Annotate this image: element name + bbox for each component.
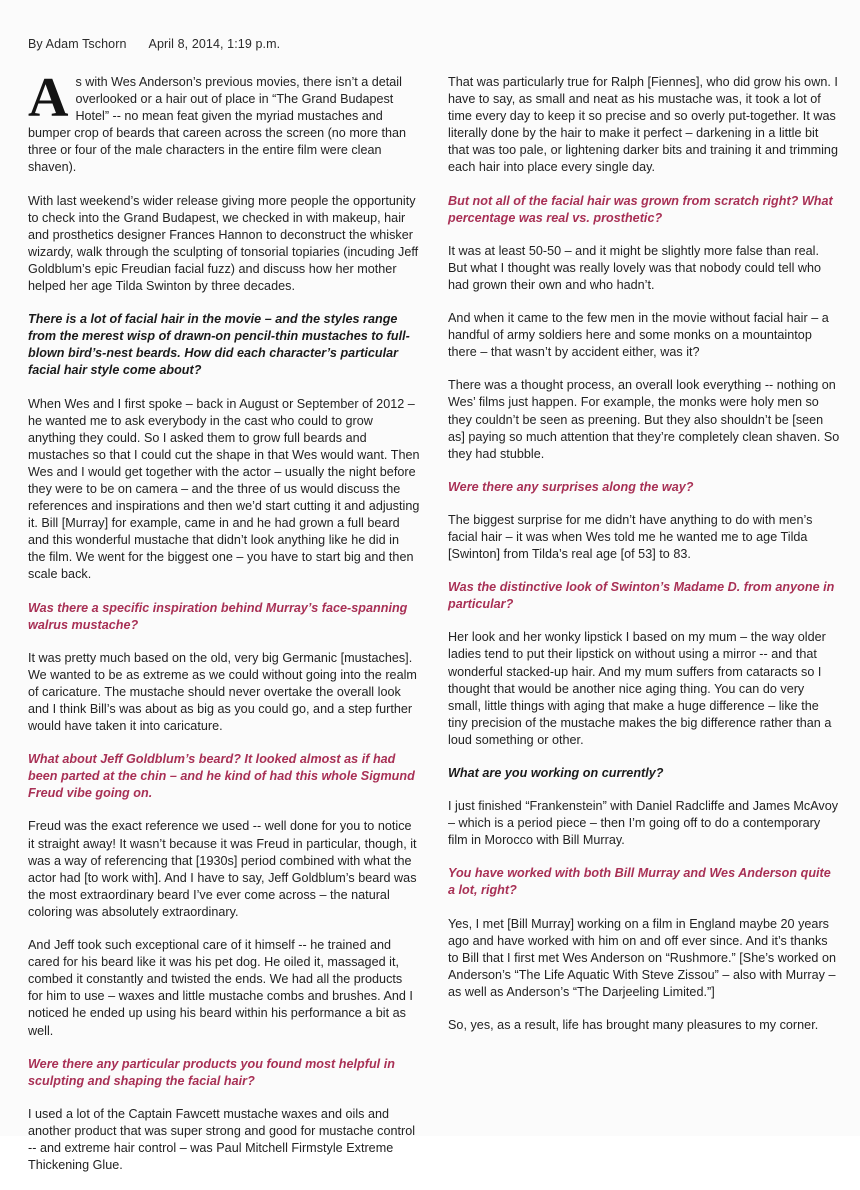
body-paragraph: There was a thought process, an overall look everything -- nothing on Wes’ films just happen. For example, the monks were holy men so they couldn’t be seen as preening. But they also shouldn’t be [seen as] paying so much attention that they’re completely clean shaven. So they had stubble. <box>448 378 840 461</box>
body-paragraph: It was at least 50-50 – and it might be slightly more false than real. But what I thought was really lovely was that nobody could tell who had grown their own and who hadn’t. <box>448 243 822 292</box>
body-paragraph: I just finished “Frankenstein” with Daniel Radcliffe and James McAvoy – which is a period piece – then I’m going off to do a contemporary film in Morocco with Bill Murray. <box>448 799 839 848</box>
byline-timestamp: April 8, 2014, 1:19 p.m. <box>148 37 281 51</box>
byline <box>28 36 832 52</box>
drop-cap: A <box>28 67 69 129</box>
body-paragraph: With last weekend’s wider release giving more people the opportunity to check into the Grand Budapest, we checked in with makeup, hair and prosthetics designer Frances Hannon to deconstruct the whisker wizardy, walk through the sculpting of tonsorial topiaries (incuding Jeff Goldblum’s epic Freudian facial fuzz) and discuss how her mother helped her age Tilda Swinton by three decades. <box>28 193 419 294</box>
byline-author: By Adam Tschorn <box>28 37 127 51</box>
right-column <box>448 74 840 1050</box>
question-heading: But not all of the facial hair was grown from scratch right? What percentage was real vs. prosthetic? <box>448 193 833 225</box>
body-paragraph: I used a lot of the Captain Fawcett mustache waxes and oils and another product that was super strong and good for mustache control -- and extreme hair control – was Paul Mitchell Firmstyle Extreme Thickening Glue. <box>28 1106 416 1173</box>
left-column <box>28 67 420 1190</box>
question-heading: Was there a specific inspiration behind Murray’s face-spanning walrus mustache? <box>28 600 408 632</box>
body-paragraph: Freud was the exact reference we used -- well done for you to notice it straight away! It wasn’t because it was Freud in particular, though, it was a way of referencing that [1930s] period combined with what the actor had [to work with]. And I have to say, Jeff Goldblum’s beard was the most extraordinary beard I’ve ever come across – the natural coloring was absolutely extraordinary. <box>28 819 417 919</box>
body-paragraph: And Jeff took such exceptional care of it himself -- he trained and cared for his beard like it was his pet dog. He oiled it, massaged it, combed it constantly and twisted the ends. We had all the products for him to use – waxes and little mustache combs and brushes. And I noticed he ended up using his beard within his performance a bit as well. <box>28 938 413 1038</box>
question-heading: What about Jeff Goldblum’s beard? It looked almost as if had been parted at the chin – and he kind of had this whole Sigmund Freud vibe going on. <box>28 752 415 801</box>
body-paragraph: So, yes, as a result, life has brought many pleasures to my corner. <box>448 1018 819 1033</box>
body-paragraph: It was pretty much based on the old, very big Germanic [mustaches]. We wanted to be as extreme as we could without going into the realm of caricature. The mustache should never overtake the overall look and I think Bill’s was about as big as you could go, and a step further would have taken it into caricature. <box>28 650 417 734</box>
body-paragraph: When Wes and I first spoke – back in August or September of 2012 – he wanted me to ask everybody in the cast who could to grow anything they could. So I asked them to grow full beards and mustaches so that I could cut the shape in that Wes would want. Then Wes and I would get together with the actor – usually the night before they were to be on camera – and the three of us would discuss the references and inspirations and then we’d start cutting it and adjusting it. Bill [Murray] for example, came in and he had grown a full beard and this wonderful mustache that didn’t look anything like he did in the film. We went for the biggest one – you have to start big and then scale back. <box>28 396 420 582</box>
question-heading: You have worked with both Bill Murray and Wes Anderson quite a lot, right? <box>448 866 831 898</box>
body-paragraph: Her look and her wonky lipstick I based on my mum – the way older ladies tend to put their lipstick on without using a mirror -- and that wonderful stacked-up hair. And my mum suffers from cataracts so I thought that would be another nice aging thing. You can do very small, little things with aging that make a huge difference – like the tiny precision of the mustache makes the big difference rather than a loud something or other. <box>448 630 832 747</box>
question-heading: There is a lot of facial hair in the movie – and the styles range from the merest wisp of drawn-on pencil-thin mustaches to full-blown bird’s-nest beards. How did each character’s particular facial hair style come about? <box>28 312 410 378</box>
lede-paragraph: As with Wes Anderson’s previous movies, there isn’t a detail overlooked or a hair out of place in “The Grand Budapest Hotel” -- no mean feat given the myriad mustaches and bumper crop of beards that careen across the screen (no more than three or four of the male characters in the entire film were clean shaven). <box>28 67 407 175</box>
body-paragraph: The biggest surprise for me didn’t have anything to do with men’s facial hair – it was when Wes told me he wanted me to age Tilda [Swinton] from Tilda’s real age [of 53] to 83. <box>448 512 813 562</box>
question-heading: Were there any surprises along the way? <box>448 479 694 494</box>
question-heading: Was the distinctive look of Swinton’s Madame D. from anyone in particular? <box>448 580 835 612</box>
body-paragraph: That was particularly true for Ralph [Fiennes], who did grow his own. I have to say, as small and neat as his mustache was, it took a lot of time every day to keep it so precise and so overly put-together. It was literally done by the hair to make it perfect – darkening in a little bit that was too pale, or lightening darker bits and training it and trimming each hair into place every single day. <box>448 75 838 175</box>
question-heading: What are you working on currently? <box>448 766 664 780</box>
article-columns <box>28 67 840 1190</box>
body-paragraph: And when it came to the few men in the movie without facial hair – a handful of army soldiers here and some monks on a mountaintop there – that wasn’t by accident either, was it? <box>448 311 829 360</box>
question-heading: Were there any particular products you found most helpful in sculpting and shaping the facial hair? <box>28 1056 395 1088</box>
body-paragraph: Yes, I met [Bill Murray] working on a film in England maybe 20 years ago and have worked with him on and off ever since. And it’s thanks to Bill that I first met Wes Anderson on “Rushmore.” [She’s worked on Anderson’s “The Life Aquatic With Steve Zissou” – also with Murray – as well as Anderson’s “The Darjeeling Limited.”] <box>448 916 836 999</box>
